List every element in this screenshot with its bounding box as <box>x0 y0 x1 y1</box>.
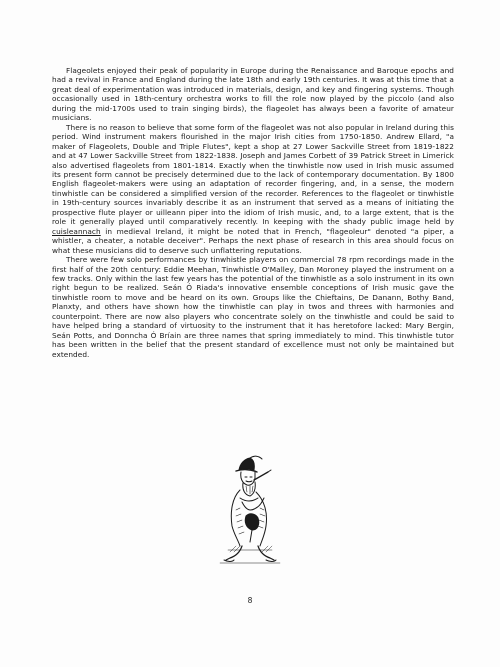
page-number: 8 <box>247 596 253 605</box>
paragraph-text: Flageolets enjoyed their peak of popularity in Europe during the Renaissance and Baroque epochs and had a revival in France and England during the late 18th and early 19th centuries. It was at this time that a great deal of experimentation was introduced in materials, design, and key and fingering systems. Though occasionally used in 18th-century orchestra works to fill the role now played by the piccolo (and also during the mid-1700s used to train singing birds), the flageolet has always been a favorite of amateur musicians. <box>52 66 454 123</box>
paragraph <box>52 123 454 255</box>
paragraph-text: There is no reason to believe that some form of the flageolet was not also popular in Ireland during this period. Wind instrument makers flourished in the major Irish cities from 1750-1850. Andrew Ellard, "a maker of Flageolets, Double and Triple Flutes", kept a shop at 27 Lower Sackville Street from 1819-1822 and at 47 Lower Sackville Street from 1822-1838. Joseph and James Corbett of 39 Patrick Street in Limerick also advertised flageolets from 1801-1814. Exactly when the tinwhistle now used in Irish music assumed its present form cannot be precisely determined due to the lack of contemporary documentation. By 1800 English flageolet-makers were using an adaptation of recorder fingering, and, in a sense, the modern tinwhistle can be considered a simplified version of the recorder. References to the flageolet or tinwhistle in 19th-century sources invariably describe it as an instrument that served as a means of initiating the prospective flute player or uilleann piper into the idiom of Irish music, and, to a large extent, that is the role it generally played until comparatively recently. In keeping with the shady public image held by <box>52 122 454 227</box>
seated-piper-figure-icon <box>210 450 290 566</box>
paragraph-text: There were few solo performances by tinwhistle players on commercial 78 rpm recordings made in the first half of the 20th century: Eddie Meehan, Tinwhistle O'Malley, Dan Moroney played the instrument on a few tracks. Only within the last few years has the potential of the tinwhistle as a solo instrument in its own right begun to be realized. Seán Ó Riada's innovative ensemble conceptions of Irish music gave the tinwhistle room to move and be heard on its own. Groups like the Chieftains, De Danann, Bothy Band, Planxty, and others have shown how the tinwhistle can play in twos and threes with harmonies and counterpoint. There are now also players who concentrate solely on the tinwhistle and could be said to have helped bring a standard of virtuosity to the instrument that it has heretofore lacked: Mary Bergin, Seán Potts, and Donncha Ó Bríain are three names that spring immediately to mind. This tinwhistle tutor has been written in the belief that the present standard of excellence must not only be maintained but extended. <box>52 255 454 359</box>
paragraph <box>52 66 454 123</box>
paragraph <box>52 255 454 359</box>
body-text <box>52 66 454 359</box>
paragraph-text: in medieval Ireland, it might be noted that in French, "flageoleur" denoted "a piper, a whistler, a cheater, a notable deceiver". Perhaps the next phase of research in this area should focus on what these musicians did to deserve such unflattering reputations. <box>52 226 454 255</box>
underlined-term: cuisleannach <box>52 226 101 236</box>
